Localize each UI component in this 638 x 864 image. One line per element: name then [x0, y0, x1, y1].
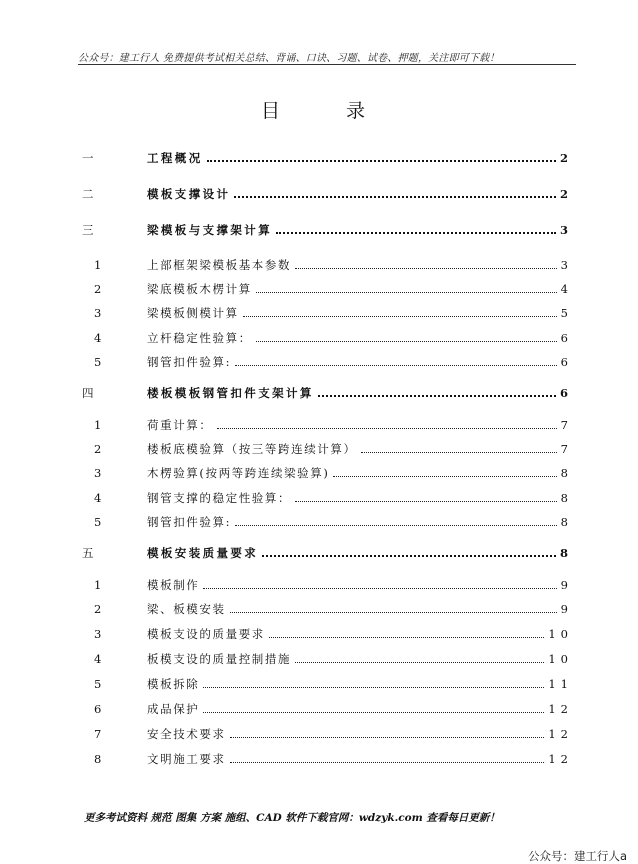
toc-entry	[82, 465, 573, 481]
toc-dot-leader	[203, 687, 544, 688]
toc-entry-number: 3	[94, 627, 102, 641]
toc-entry	[82, 385, 573, 401]
toc-entry	[82, 222, 573, 238]
toc-dot-leader	[230, 762, 545, 763]
header-note: 公众号：建工行人 免费提供考试相关总结、背诵、口诀、习题、试卷、押题，关注即可下载！	[78, 53, 500, 64]
toc-dot-leader	[256, 341, 557, 342]
toc-entry	[82, 545, 573, 561]
watermark: 公众号：建工行人a	[528, 849, 628, 863]
toc-dot-leader	[203, 712, 544, 713]
toc-entry-page: 3	[560, 258, 573, 272]
toc-entry-number: 四	[82, 386, 94, 400]
toc-entry-number: 3	[94, 306, 102, 320]
toc-entry-page: 2	[559, 187, 573, 201]
toc-entry	[82, 577, 573, 593]
toc-entry-page: 4	[560, 282, 573, 296]
header-divider	[78, 64, 576, 65]
toc-entry	[82, 150, 573, 166]
toc-entry-title: 钢管扣件验算:	[147, 515, 232, 529]
toc-entry-number: 5	[94, 677, 102, 691]
toc-entry-page: 9	[560, 602, 573, 616]
toc-entry-number: 2	[94, 442, 102, 456]
toc-entry-number: 2	[94, 602, 102, 616]
toc-entry-title: 梁底模板木楞计算	[147, 282, 252, 296]
toc-entry-page: 12	[548, 702, 573, 716]
toc-entry-page: 5	[560, 306, 573, 320]
toc-entry-title: 立杆稳定性验算：	[147, 331, 252, 345]
toc-entry-number: 三	[82, 223, 94, 237]
toc-dot-leader	[230, 612, 557, 613]
toc-entry	[82, 354, 573, 370]
toc-entry-number: 五	[82, 546, 94, 560]
toc-entry-title: 木楞验算(按两等跨连续梁验算)	[147, 466, 330, 480]
toc-entry	[82, 281, 573, 297]
toc-entry-page: 12	[548, 752, 573, 766]
toc-entry-number: 8	[94, 752, 102, 766]
toc-entry-number: 6	[94, 702, 102, 716]
toc-dot-leader	[295, 501, 557, 502]
toc-entry-title: 上部框架梁模板基本参数	[147, 258, 292, 272]
toc-dot-leader	[269, 637, 544, 638]
toc-entry-page: 6	[560, 355, 573, 369]
toc-entry-title: 荷重计算：	[147, 418, 213, 432]
toc-entry-title: 梁模板侧模计算	[147, 306, 239, 320]
toc-entry-page: 6	[560, 331, 573, 345]
toc-dot-leader	[235, 365, 557, 366]
toc-entry-title: 梁、板模安装	[147, 602, 226, 616]
toc-dot-leader	[361, 452, 557, 453]
toc-entry-title: 工程概况	[147, 151, 203, 165]
toc-entry-number: 5	[94, 355, 102, 369]
toc-entry-number: 4	[94, 491, 102, 505]
toc-entry	[82, 330, 573, 346]
toc-entry-title: 楼板底模验算（按三等跨连续计算）	[147, 442, 357, 456]
toc-entry-page: 10	[548, 627, 573, 641]
toc-entry-title: 钢管扣件验算:	[147, 355, 232, 369]
toc-dot-leader	[276, 232, 556, 234]
toc-entry	[82, 601, 573, 617]
toc-dot-leader	[235, 525, 557, 526]
toc-entry-number: 4	[94, 652, 102, 666]
toc-entry-page: 8	[560, 491, 573, 505]
toc-entry-number: 5	[94, 515, 102, 529]
toc-entry-number: 4	[94, 331, 102, 345]
toc-entry	[82, 441, 573, 457]
toc-dot-leader	[203, 588, 556, 589]
toc-entry	[82, 257, 573, 273]
toc-entry-page: 10	[548, 652, 573, 666]
toc-entry-page: 7	[560, 442, 573, 456]
toc-entry-title: 成品保护	[147, 702, 200, 716]
toc-entry-page: 7	[560, 418, 573, 432]
toc-entry-title: 模板拆除	[147, 677, 200, 691]
toc-dot-leader	[333, 476, 556, 477]
toc-entry-title: 模板支撑设计	[147, 187, 231, 201]
toc-entry-number: 2	[94, 282, 102, 296]
toc-entry	[82, 186, 573, 202]
toc-dot-leader	[234, 196, 556, 198]
toc-entry	[82, 651, 573, 667]
toc-dot-leader	[262, 555, 556, 557]
toc-entry-title: 板模支设的质量控制措施	[147, 652, 292, 666]
toc-entry-page: 3	[559, 223, 573, 237]
toc-dot-leader	[217, 428, 557, 429]
toc-entry	[82, 751, 573, 767]
toc-entry	[82, 305, 573, 321]
toc-entry	[82, 490, 573, 506]
toc-entry-title: 文明施工要求	[147, 752, 226, 766]
toc-entry-page: 11	[548, 677, 573, 691]
toc-entry	[82, 626, 573, 642]
toc-dot-leader	[318, 395, 556, 397]
toc-dot-leader	[295, 268, 557, 269]
toc-entry-page: 6	[559, 386, 573, 400]
toc-entry	[82, 676, 573, 692]
toc-entry-page: 8	[560, 515, 573, 529]
toc-entry-number: 1	[94, 418, 102, 432]
toc-entry-page: 9	[560, 578, 573, 592]
toc-entry	[82, 726, 573, 742]
toc-dot-leader	[230, 737, 545, 738]
toc-entry-number: 1	[94, 578, 102, 592]
toc-entry-page: 2	[559, 151, 573, 165]
toc-dot-leader	[243, 316, 557, 317]
toc-entry	[82, 514, 573, 530]
toc-entry-number: 一	[82, 151, 94, 165]
toc-entry-title: 钢管支撑的稳定性验算：	[147, 491, 292, 505]
toc-entry-number: 7	[94, 727, 102, 741]
toc-entry-title: 梁模板与支撑架计算	[147, 223, 273, 237]
toc-entry	[82, 417, 573, 433]
toc-entry-title: 模板制作	[147, 578, 200, 592]
toc-dot-leader	[256, 292, 557, 293]
toc-entry-page: 12	[548, 727, 573, 741]
toc-dot-leader	[207, 160, 556, 162]
toc-entry-number: 二	[82, 187, 94, 201]
footer-note: 更多考试资料 规范 图集 方案 施组、CAD 软件下载官网：wdzyk.com 查看每日更新！	[84, 812, 500, 824]
toc-entry-page: 8	[560, 466, 573, 480]
page-title: 目 录	[260, 100, 396, 122]
toc-entry	[82, 701, 573, 717]
toc-entry-page: 8	[559, 546, 573, 560]
toc-entry-title: 安全技术要求	[147, 727, 226, 741]
toc-entry-title: 模板安装质量要求	[147, 546, 259, 560]
toc-dot-leader	[295, 662, 544, 663]
toc-entry-number: 3	[94, 466, 102, 480]
toc-entry-title: 楼板模板钢管扣件支架计算	[147, 386, 314, 400]
toc-entry-title: 模板支设的质量要求	[147, 627, 265, 641]
toc-entry-number: 1	[94, 258, 102, 272]
